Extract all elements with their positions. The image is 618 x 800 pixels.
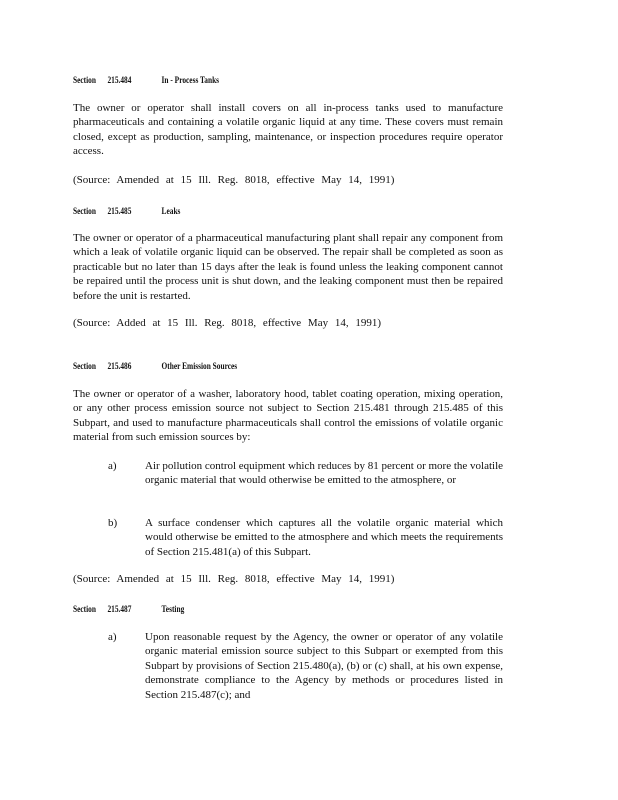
list-item-label: a) (108, 460, 117, 472)
source-note: (Source: Added at 15 Ill. Reg. 8018, effective May 14, 1991) (73, 317, 382, 329)
section-title: Testing (161, 604, 185, 614)
section-number: 215.487 (107, 604, 132, 614)
section-heading (73, 206, 180, 216)
section-title: In - Process Tanks (161, 75, 220, 85)
source-note: (Source: Amended at 15 Ill. Reg. 8018, effective May 14, 1991) (73, 573, 395, 585)
section-number: 215.484 (107, 75, 132, 85)
list-item-label: a) (108, 631, 117, 643)
list-item-text: Air pollution control equipment which reduces by 81 percent or more the volatile organic material that would otherwise be emitted to the atmosphere, or (145, 460, 504, 487)
list-item-text: A surface condenser which captures all the volatile organic material which would otherwise be emitted to the atmosphere and which meets the requirements of Section 215.481(a) of this Subpart. (145, 517, 503, 558)
list-item-text: Upon reasonable request by the Agency, the owner or operator of any volatile organic material emission source subject to this Subpart or exempted from this Subpart by provisions of Section 215.480(a), (b) or (c) shall, at his own expense, demonstrate compliance to the Agency by methods or procedures listed in Section 215.487(c); and (145, 631, 503, 701)
section-heading (73, 361, 237, 371)
section-title: Other Emission Sources (161, 361, 238, 371)
section-label: Section (73, 361, 96, 371)
section-body: The owner or operator of a washer, laboratory hood, tablet coating operation, mixing operation, or any other process emission source not subject to Section 215.481 through 215.485 of this Subpart, and used to manufacture pharmaceuticals shall control the emissions of volatile organic material from such emission sources by: (73, 388, 503, 444)
section-body: The owner or operator of a pharmaceutical manufacturing plant shall repair any component from which a leak of volatile organic liquid can be observed. The repair shall be completed as soon as practicable but no later than 15 days after the leak is found unless the leaking component cannot be repaired until the process unit is shut down, and the leaking component must then be repaired before the unit is restarted. (73, 232, 503, 302)
section-heading (73, 75, 219, 85)
list-item-label: b) (108, 517, 118, 529)
section-heading (73, 604, 184, 614)
section-body: The owner or operator shall install covers on all in-process tanks used to manufacture pharmaceuticals and containing a volatile organic liquid at any time. These covers must remain closed, except as production, sampling, maintenance, or inspection procedures require operator access. (73, 102, 503, 158)
section-label: Section (73, 75, 96, 85)
source-note: (Source: Amended at 15 Ill. Reg. 8018, effective May 14, 1991) (73, 174, 395, 186)
section-number: 215.486 (107, 361, 132, 371)
section-label: Section (73, 206, 96, 216)
section-label: Section (73, 604, 96, 614)
section-title: Leaks (161, 206, 181, 216)
section-number: 215.485 (107, 206, 132, 216)
